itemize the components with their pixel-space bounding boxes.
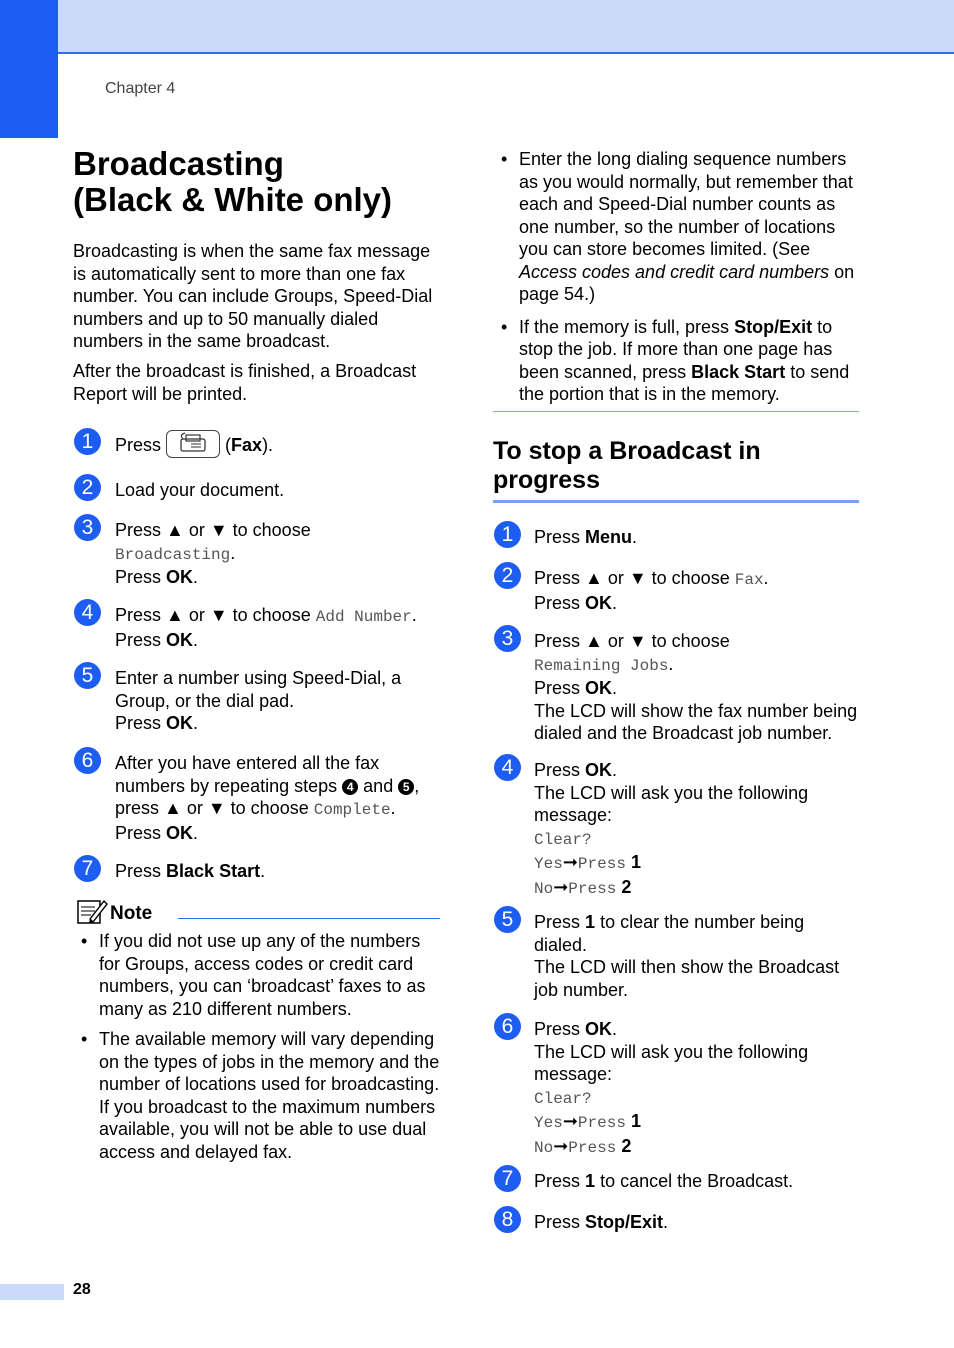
lcd-text: Complete [313, 801, 391, 819]
stop-step-5 [534, 911, 859, 1001]
step-number: 2 [74, 474, 101, 501]
step-number: 2 [494, 562, 521, 589]
stop-step-4: Press OK. The LCD will ask you the following message: Clear? Yes➞Press 1 No➞Press 2 [534, 760, 809, 898]
step-text: to clear the number being dialed. [534, 912, 805, 955]
step-number: 1 [74, 428, 101, 455]
note-heading: Note [110, 903, 153, 924]
arrow-right-icon: ➞ [553, 876, 569, 897]
section-heading: To stop a Broadcast in progress [493, 437, 761, 494]
lcd-text: Press [568, 879, 617, 898]
key-1: 1 [630, 1111, 641, 1131]
step-text: Press [534, 678, 581, 698]
step-text: Press ▲ or ▼ to choose [115, 605, 311, 625]
tip-text: to stop the job. If more than one page has been scanned, press [519, 316, 833, 382]
stop-step-6: Press OK. The LCD will ask you the following message: Clear? Yes➞Press 1 No➞Press 2 [534, 1019, 809, 1157]
step-text: Press [534, 912, 581, 932]
step-number: 5 [494, 906, 521, 933]
lcd-text: Fax [734, 571, 764, 589]
ok-key: OK [166, 713, 194, 733]
step-6: After you have entered all the fax numbers by repeating steps 4 and 5 , press ▲ or ▼ to choose Complete. Press OK. [115, 753, 420, 843]
step-text: After you have entered all the fax numbers by repeating steps [115, 753, 380, 796]
note-list [73, 930, 440, 1163]
stop-exit-key: Stop/Exit [734, 316, 813, 337]
note-item: • If you did not use up any of the numbers for Groups, access codes or credit card numbers, you can ‘broadcast’ faxes to as many as 210 different numbers. [73, 930, 440, 1020]
step-text: Press [534, 592, 581, 613]
step-number: 4 [494, 754, 521, 781]
ok-key: OK [585, 760, 613, 780]
stop-exit-key: Stop/Exit [585, 1212, 664, 1232]
intro-paragraph-1: Broadcasting is when the same fax message is automatically sent to more than one fax number. You can include Groups, Speed-Dial numbers and up to 50 manually dialed numbers in the same broadcast. [73, 241, 433, 351]
section-divider [493, 411, 859, 412]
step-ref-4: 4 [342, 779, 358, 795]
lcd-text: Press [577, 855, 626, 873]
step-text: The LCD will ask you the following message: [534, 1041, 809, 1084]
note-icon [76, 897, 108, 930]
step-number: 7 [74, 855, 101, 882]
stop-step-1: Press Menu. [534, 527, 638, 547]
title-line-2: (Black & White only) [73, 181, 393, 218]
key-2: 2 [621, 1135, 632, 1156]
black-start-key: Black Start [691, 361, 786, 382]
step-number: 6 [494, 1013, 521, 1040]
step-text: press ▲ or ▼ to choose [115, 798, 309, 818]
step-text: The LCD will show the fax number being dialed and the Broadcast job number. [534, 700, 858, 743]
arrow-right-icon: ➞ [562, 852, 578, 872]
footer-band [0, 1284, 64, 1300]
step-5: Enter a number using Speed-Dial, a Group, or the dial pad. Press OK. [115, 668, 402, 733]
step-text: Press [534, 760, 581, 780]
step-1: Press (Fax). [115, 432, 445, 460]
page-title [73, 146, 392, 218]
lcd-text: Broadcasting [115, 545, 231, 564]
step-text: and [363, 775, 394, 796]
lcd-text: Add Number [315, 608, 412, 626]
tip-text: Enter the long dialing sequence numbers as you would normally, but remember that each and Speed-Dial number counts as one number, so the number of locations you can store becomes limited. (See [519, 149, 853, 259]
tip-text: If the memory is full, press [519, 316, 730, 337]
step-number: 1 [494, 521, 521, 548]
step-number: 8 [494, 1206, 521, 1233]
stop-step-8: Press Stop/Exit. [534, 1212, 669, 1232]
ok-key: OK [166, 567, 194, 587]
stop-step-7 [534, 1170, 859, 1193]
fax-key-label: Fax [231, 434, 263, 455]
lcd-text: Remaining Jobs [534, 656, 669, 675]
section-heading-rule [493, 500, 859, 503]
stop-step-2: Press ▲ or ▼ to choose Fax. Press OK. [534, 568, 769, 613]
ok-key: OK [166, 822, 194, 843]
tip-item [493, 316, 859, 406]
ok-key: OK [585, 592, 613, 613]
key-1: 1 [585, 912, 596, 932]
memory-tips-list [493, 148, 859, 406]
tip-item [493, 148, 859, 306]
fax-key-icon [166, 430, 220, 458]
step-7: Press Black Start. [115, 861, 266, 881]
tip-text: to send the portion that is in the memory. [519, 361, 850, 404]
stop-step-3: Press ▲ or ▼ to choose Remaining Jobs. Press OK. The LCD will show the fax number being dialed and the Broadcast job number. [534, 631, 858, 743]
step-text: to cancel the Broadcast. [600, 1171, 794, 1191]
key-2: 2 [621, 876, 632, 897]
key-1: 1 [630, 852, 641, 872]
black-start-key: Black Start [166, 861, 261, 881]
note-item: • The available memory will vary depending on the types of jobs in the memory and the number of locations used for broadcasting. If you broadcast to the maximum numbers available, you will not be able to use dual access and delayed fax. [73, 1028, 440, 1163]
page-number: 28 [73, 1281, 91, 1298]
tip-text: on page 54.) [519, 261, 855, 304]
step-3: Press ▲ or ▼ to choose Broadcasting. Press OK. [115, 520, 311, 587]
step-text: Press [534, 1212, 581, 1232]
key-1: 1 [585, 1171, 596, 1191]
note-divider [178, 918, 440, 919]
lcd-text: Yes [534, 855, 563, 873]
step-text: Press [115, 861, 162, 881]
step-text: Press [115, 822, 162, 843]
lcd-text: Clear? [534, 830, 592, 849]
step-text: Press [534, 1019, 581, 1039]
cross-reference: Access codes and credit card numbers [519, 261, 830, 282]
step-number: 3 [74, 514, 101, 541]
step-text: Press [115, 629, 162, 650]
step-number: 4 [74, 599, 101, 626]
step-number: 6 [74, 747, 101, 774]
ok-key: OK [585, 1019, 613, 1039]
step-2: Load your document. [115, 480, 285, 500]
step-text: Enter a number using Speed-Dial, a Group, or the dial pad. [115, 668, 402, 711]
chapter-tab-marker [0, 0, 58, 138]
intro-paragraph-2: After the broadcast is finished, a Broadcast Report will be printed. [73, 361, 417, 404]
lcd-text: Press [568, 1138, 617, 1157]
lcd-text: No [534, 879, 554, 898]
lcd-text: Press [577, 1114, 626, 1132]
step-text: Press ▲ or ▼ to choose [534, 568, 730, 588]
header-band [0, 0, 954, 54]
step-text: Press [115, 713, 162, 733]
step-number: 3 [494, 625, 521, 652]
chapter-label: Chapter 4 [105, 80, 176, 97]
lcd-text: Clear? [534, 1089, 592, 1108]
arrow-right-icon: ➞ [562, 1111, 578, 1131]
lcd-text: No [534, 1138, 554, 1157]
menu-key: Menu [585, 527, 633, 547]
ok-key: OK [166, 629, 194, 650]
arrow-right-icon: ➞ [553, 1135, 569, 1156]
step-text: Press [115, 567, 162, 587]
step-ref-5: 5 [398, 779, 414, 795]
step-text: Press [115, 434, 162, 455]
lcd-text: Yes [534, 1114, 563, 1132]
step-number: 7 [494, 1165, 521, 1192]
step-text: The LCD will then show the Broadcast job number. [534, 957, 840, 1000]
step-4: Press ▲ or ▼ to choose Add Number. Press OK. [115, 605, 417, 650]
title-line-1: Broadcasting [73, 145, 284, 182]
step-text: Press ▲ or ▼ to choose [534, 631, 730, 651]
step-text: Press [534, 1171, 581, 1191]
ok-key: OK [585, 678, 613, 698]
step-text: Press ▲ or ▼ to choose [115, 520, 311, 540]
step-text: The LCD will ask you the following message: [534, 782, 809, 825]
step-text: Press [534, 527, 581, 547]
step-number: 5 [74, 662, 101, 689]
